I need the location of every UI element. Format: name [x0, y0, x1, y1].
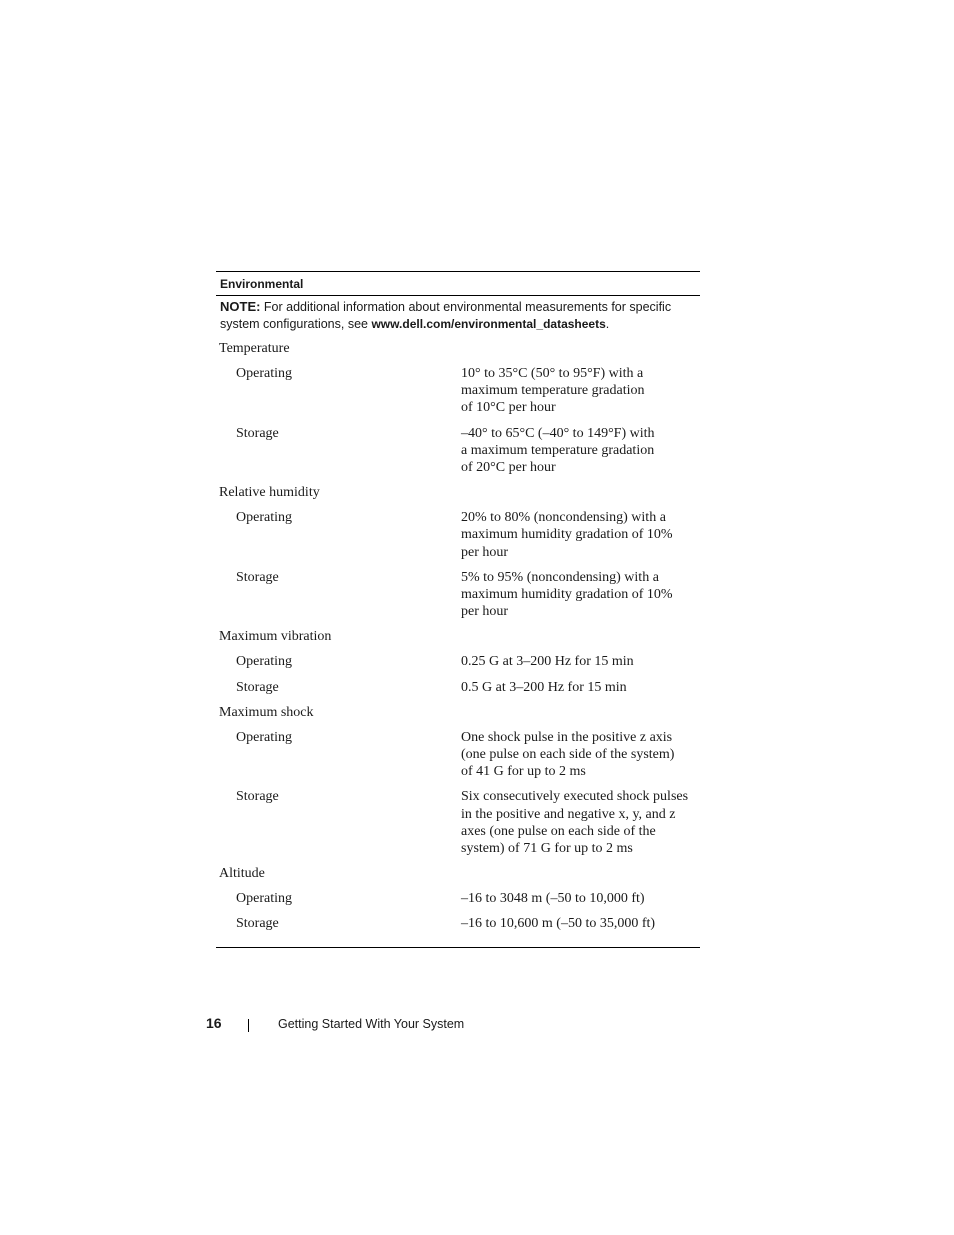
note-end: . — [605, 317, 610, 331]
row-value: 20% to 80% (noncondensing) with a maximum humidity gradation of 10% per hour — [461, 510, 673, 560]
row-label: Operating — [236, 510, 292, 526]
spec-row — [216, 890, 700, 907]
row-label: Storage — [236, 789, 279, 805]
section-title: Altitude — [219, 866, 265, 882]
row-label: Operating — [236, 729, 292, 745]
note-text: For additional information about environmental measurements for specific system configurations, see — [220, 300, 672, 331]
spec-row — [216, 729, 700, 781]
row-label: Storage — [236, 569, 279, 585]
note — [216, 296, 700, 333]
row-value: –16 to 3048 m (–50 to 10,000 ft) — [461, 891, 645, 907]
spec-row — [216, 509, 700, 561]
section-title: Relative humidity — [219, 485, 320, 501]
section-altitude — [216, 865, 700, 932]
section-title: Maximum shock — [219, 704, 314, 720]
spec-row — [216, 915, 700, 932]
section-maximum-shock — [216, 704, 700, 857]
spec-row — [216, 425, 700, 477]
row-label: Operating — [236, 654, 292, 670]
row-value: 5% to 95% (noncondensing) with a maximum humidity gradation of 10% per hour — [461, 569, 673, 620]
row-value: 0.5 G at 3–200 Hz for 15 min — [461, 679, 627, 695]
row-label: Storage — [236, 425, 279, 441]
row-value: One shock pulse in the positive z axis (one pulse on each side of the system) of 41 G for up to 2 ms — [461, 729, 675, 780]
section-relative-humidity — [216, 484, 700, 620]
row-value: –40° to 65°C (–40° to 149°F) with a maximum temperature gradation of 20°C per hour — [461, 425, 655, 476]
row-value: 10° to 35°C (50° to 95°F) with a maximum temperature gradation of 10°C per hour — [461, 366, 645, 416]
row-value: 0.25 G at 3–200 Hz for 15 min — [461, 654, 634, 670]
spec-row — [216, 653, 700, 670]
row-label: Storage — [236, 679, 279, 695]
spec-row — [216, 365, 700, 417]
row-label: Operating — [236, 366, 292, 381]
row-label: Operating — [236, 891, 292, 907]
table-header: Environmental — [216, 272, 700, 296]
spec-row — [216, 569, 700, 621]
row-label: Storage — [236, 916, 279, 932]
section-title: Maximum vibration — [219, 629, 332, 645]
spec-row — [216, 679, 700, 696]
section-maximum-vibration — [216, 628, 700, 695]
note-label: NOTE: — [220, 299, 261, 314]
row-value: Six consecutively executed shock pulses in the positive and negative x, y, and z axes (one pulse on each side of the system) of 71 G for up to 2 ms — [461, 789, 689, 857]
section-title: Temperature — [219, 341, 290, 356]
page-number: 16 — [206, 1015, 222, 1031]
running-title: Getting Started With Your System — [278, 1017, 465, 1031]
environmental-spec-table — [216, 271, 700, 948]
row-value: –16 to 10,600 m (–50 to 35,000 ft) — [461, 916, 656, 932]
datasheets-link[interactable]: www.dell.com/environmental_datasheets — [371, 317, 606, 331]
spec-row — [216, 788, 700, 857]
section-temperature — [216, 340, 700, 476]
footer-separator — [248, 1019, 249, 1032]
